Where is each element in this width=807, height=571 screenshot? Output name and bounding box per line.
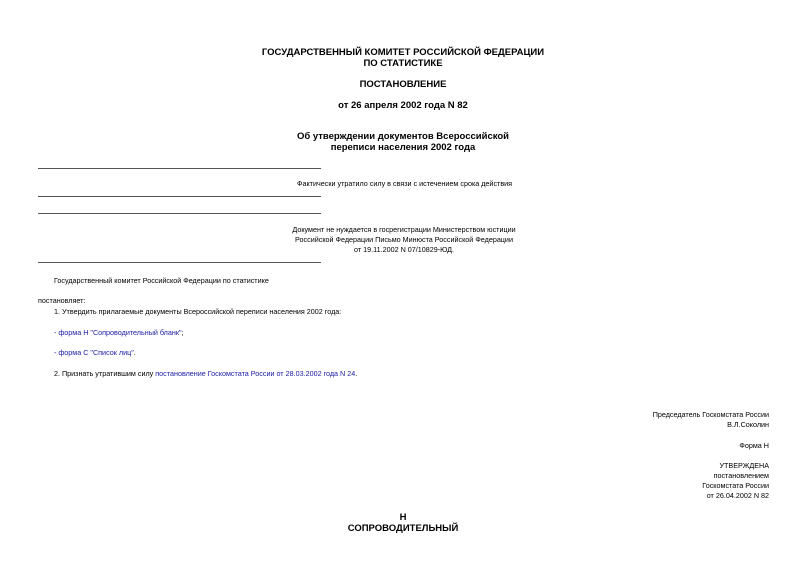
form-heading [203,512,603,534]
form-c-item: - форма С "Список лиц". [54,348,136,357]
form-n-item: - форма Н "Сопроводительный бланк"; [54,328,184,337]
intro-text: Государственный комитет Российской Федерации по статистике [54,276,269,285]
registration-note: Документ не нуждается в госрегистрации Министерством юстиции Российской Федерации Письмо Минюста Российской Федерации от 19.11.2002 N 07/10829-ЮД. [292,225,516,254]
form-n-link[interactable]: - форма Н "Сопроводительный бланк" [54,328,182,337]
divider-line [38,213,321,214]
committee-title-line2: ПО СТАТИСТИКЕ [363,58,443,69]
resolves-text: постановляет: [38,296,86,305]
committee-title-line1: ГОСУДАРСТВЕННЫЙ КОМИТЕТ РОССИЙСКОЙ ФЕДЕРАЦИИ [261,47,545,58]
approval-block: УТВЕРЖДЕНА постановлением Госкомстата России от 26.04.2002 N 82 [702,461,769,500]
form-heading-title: СОПРОВОДИТЕЛЬНЫЙ [347,523,459,534]
signature-block [653,410,769,430]
form-heading-letter: Н [399,512,407,523]
document-date-number: от 26 апреля 2002 года N 82 [338,100,468,111]
signature-name: В.Л.Соколин [727,420,769,429]
item-1-text: 1. Утвердить прилагаемые документы Всероссийской переписи населения 2002 года: [54,307,342,316]
document-subject [203,131,603,153]
approved-label: УТВЕРЖДЕНА [719,461,769,470]
document-type: ПОСТАНОВЛЕНИЕ [359,79,447,90]
resolution-24-link[interactable]: постановление Госкомстата России от 28.03.2002 года N 24 [155,369,356,378]
form-c-link[interactable]: - форма С "Список лиц" [54,348,134,357]
expired-note: Фактически утратило силу в связи с истечением срока действия [297,179,513,188]
committee-title [203,47,603,69]
form-label: Форма Н [739,441,769,450]
item-2-text: 2. Признать утратившим силу постановление Госкомстата России от 28.03.2002 года N 24. [54,369,358,378]
divider-line [38,196,321,197]
document-subject-line2: переписи населения 2002 года [330,142,476,153]
signature-title: Председатель Госкомстата России [652,410,769,419]
divider-line [38,262,321,263]
document-subject-line1: Об утверждении документов Всероссийской [296,131,510,142]
divider-line [38,168,321,169]
